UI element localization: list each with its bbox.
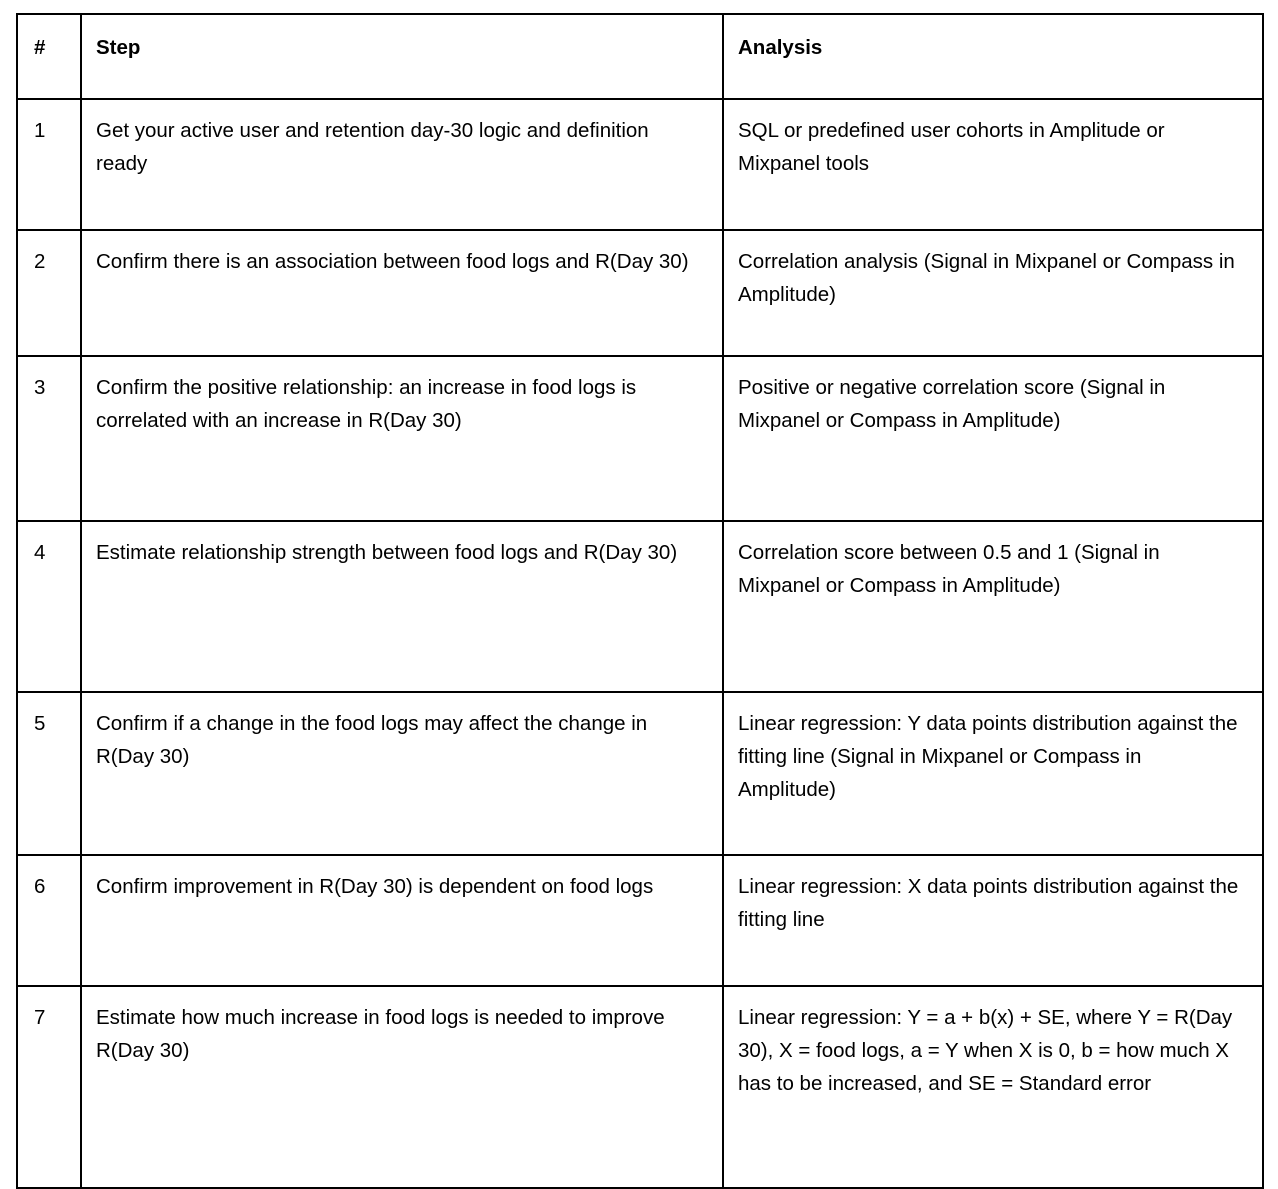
column-header-analysis: Analysis <box>723 14 1263 99</box>
cell-analysis-description: Correlation score between 0.5 and 1 (Signal in Mixpanel or Compass in Amplitude) <box>723 521 1263 692</box>
table-row <box>17 356 1263 521</box>
cell-step-number: 6 <box>17 855 81 986</box>
cell-step-description: Confirm there is an association between food logs and R(Day 30) <box>81 230 723 356</box>
cell-step-description: Estimate how much increase in food logs is needed to improve R(Day 30) <box>81 986 723 1188</box>
table-row <box>17 692 1263 855</box>
table-header-row <box>17 14 1263 99</box>
cell-step-number: 2 <box>17 230 81 356</box>
cell-analysis-description: Correlation analysis (Signal in Mixpanel or Compass in Amplitude) <box>723 230 1263 356</box>
cell-step-number: 4 <box>17 521 81 692</box>
cell-step-description: Estimate relationship strength between food logs and R(Day 30) <box>81 521 723 692</box>
cell-step-number: 7 <box>17 986 81 1188</box>
cell-analysis-description: Linear regression: X data points distribution against the fitting line <box>723 855 1263 986</box>
column-header-step: Step <box>81 14 723 99</box>
column-header-number: # <box>17 14 81 99</box>
cell-analysis-description: Linear regression: Y = a + b(x) + SE, where Y = R(Day 30), X = food logs, a = Y when X is 0, b = how much X has to be increased, and SE = Standard error <box>723 986 1263 1188</box>
cell-analysis-description: Linear regression: Y data points distribution against the fitting line (Signal in Mixpanel or Compass in Amplitude) <box>723 692 1263 855</box>
cell-step-description: Confirm improvement in R(Day 30) is dependent on food logs <box>81 855 723 986</box>
cell-step-description: Confirm the positive relationship: an increase in food logs is correlated with an increase in R(Day 30) <box>81 356 723 521</box>
cell-step-description: Get your active user and retention day-30 logic and definition ready <box>81 99 723 230</box>
table-row <box>17 855 1263 986</box>
cell-step-number: 5 <box>17 692 81 855</box>
table-row <box>17 521 1263 692</box>
cell-analysis-description: SQL or predefined user cohorts in Amplitude or Mixpanel tools <box>723 99 1263 230</box>
table-body <box>17 99 1263 1188</box>
cell-analysis-description: Positive or negative correlation score (Signal in Mixpanel or Compass in Amplitude) <box>723 356 1263 521</box>
cell-step-number: 3 <box>17 356 81 521</box>
table-row <box>17 986 1263 1188</box>
analysis-steps-table <box>16 13 1264 1189</box>
table-row <box>17 99 1263 230</box>
cell-step-description: Confirm if a change in the food logs may affect the change in R(Day 30) <box>81 692 723 855</box>
table-row <box>17 230 1263 356</box>
table-header <box>17 14 1263 99</box>
cell-step-number: 1 <box>17 99 81 230</box>
